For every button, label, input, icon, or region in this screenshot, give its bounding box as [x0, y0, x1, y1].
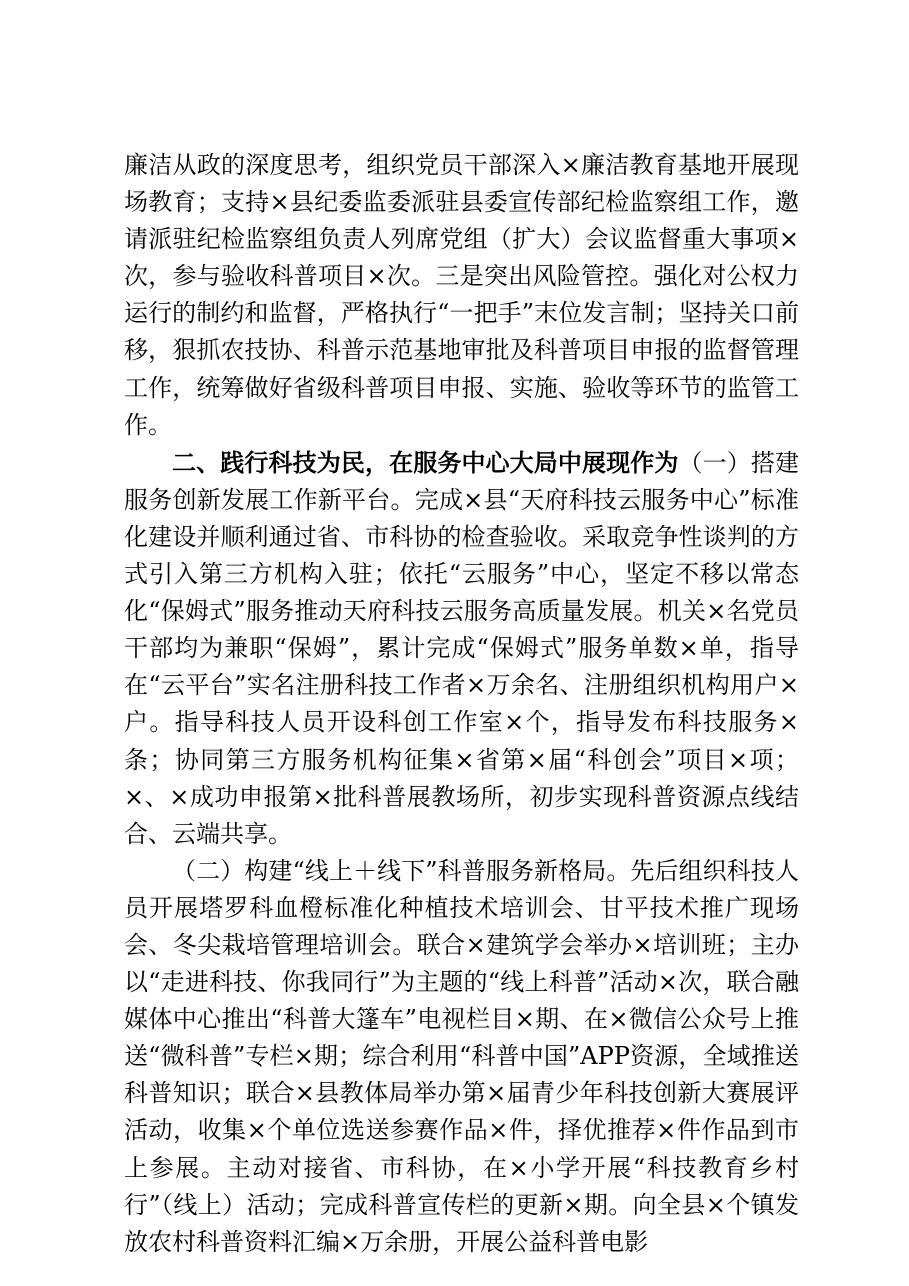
section-two-body: （一）搭建服务创新发展工作新平台。完成×县“天府科技云服务中心”标准化建设并顺利通过省、市科协的检查验收。采取竞争性谈判的方式引入第三方机构入驻；依托“云服务”中心，坚定不移以常态化“保姆式”服务推动天府科技云服务高质量发展。机关×名党员干部均为兼职“保姆”，累计完成“保姆式”服务单数×单，指导在“云平台”实名注册科技工作者×万余名、注册组织机构用户×户。指导科技人员开设科创工作室×个，指导发布科技服务×条；协同第三方服务机构征集×省第×届“科创会”项目×项；×、×成功申报第×批科普展教场所，初步实现科普资源点线结合、云端共享。: [124, 448, 800, 848]
paragraph-science-popularization: （二）构建“线上＋线下”科普服务新格局。先后组织科技人员开展塔罗科血橙标准化种植技术培训会、甘平技术推广现场会、冬尖栽培管理培训会。联合×建筑学会举办×培训班；主办以“走进科技、你我同行”为主题的“线上科普”活动×次，联合融媒体中心推出“科普大篷车”电视栏目×期、在×微信公众号上推送“微科普”专栏×期；综合利用“科普中国”APP资源，全域推送科普知识；联合×县教体局举办第×届青少年科技创新大赛展评活动，收集×个单位选送参赛作品×件，择优推荐×件作品到市上参展。主动对接省、市科协，在×小学开展“科技教育乡村行”（线上）活动；完成科普宣传栏的更新×期。向全县×个镇发放农村科普资料汇编×万余册，开展公益科普电影: [124, 856, 799, 1256]
paragraph-section-two: [124, 444, 799, 853]
section-heading: 二、践行科技为民，在服务中心大局中展现作为: [172, 447, 679, 477]
paragraph-integrity: 廉洁从政的深度思考，组织党员干部深入×廉洁教育基地开展现场教育；支持×县纪委监委派驻县委宣传部纪检监察组工作，邀请派驻纪检监察组负责人列席党组（扩大）会议监督重大事项×次，参与验收科普项目×次。三是突出风险管控。强化对公权力运行的制约和监督，严格执行“一把手”末位发言制；坚持关口前移，狠抓农技协、科普示范基地审批及科普项目申报的监督管理工作，统筹做好省级科普项目申报、实施、验收等环节的监管工作。: [124, 151, 799, 439]
document-body: [124, 147, 799, 1261]
